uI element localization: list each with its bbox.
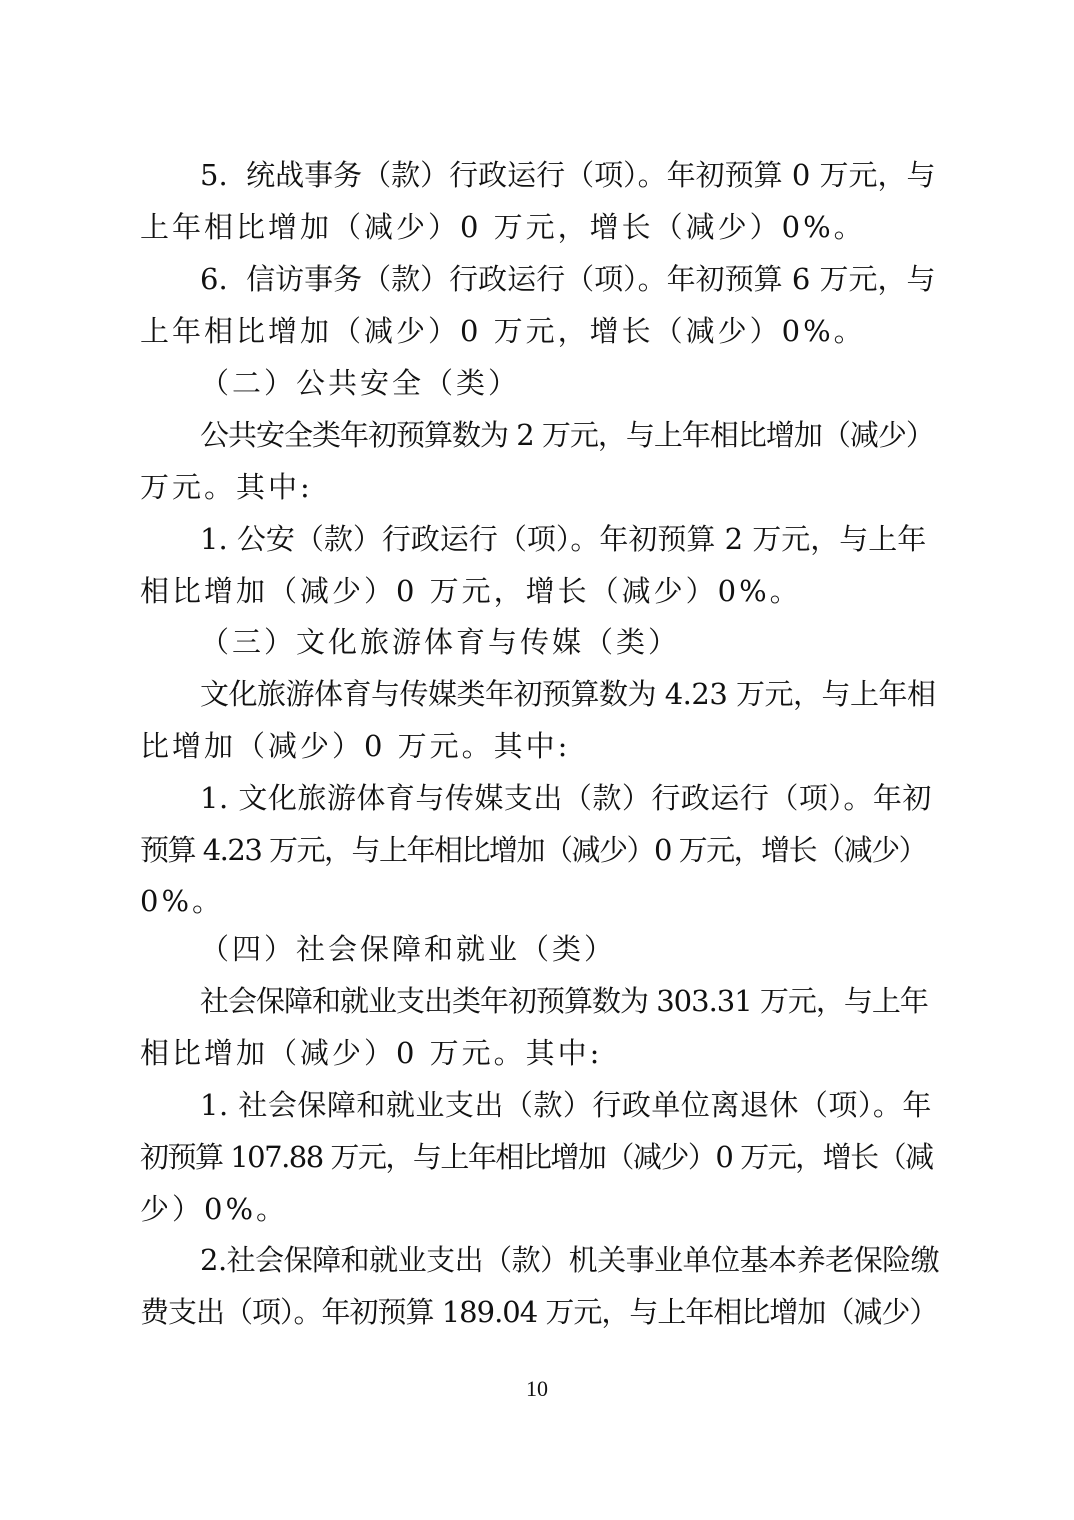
section-heading: （三）文化旅游体育与传媒（类） [200, 625, 681, 659]
paragraph-line: 6. 信访事务（款）行政运行（项）。年初预算 6 万元，与 [200, 262, 936, 296]
paragraph-line: 上年相比增加（减少）0 万元，增长（减少）0%。 [140, 314, 866, 348]
page-number: 10 [526, 1376, 548, 1401]
paragraph-line: 相比增加（减少）0 万元，增长（减少）0%。 [140, 574, 802, 608]
paragraph-line: 文化旅游体育与传媒类年初预算数为 4.23 万元，与上年相 [200, 677, 936, 711]
paragraph-line: 社会保障和就业支出类年初预算数为 303.31 万元，与上年 [200, 984, 928, 1018]
paragraph-line: 公共安全类年初预算数为 2 万元，与上年相比增加（减少） [200, 418, 934, 452]
paragraph-line: 1. 公安（款）行政运行（项）。年初预算 2 万元，与上年 [200, 522, 927, 556]
paragraph-line: 少）0%。 [140, 1192, 289, 1226]
paragraph-line: 2.社会保障和就业支出（款）机关事业单位基本养老保险缴 [200, 1243, 940, 1277]
paragraph-line: 5. 统战事务（款）行政运行（项）。年初预算 0 万元，与 [200, 158, 936, 192]
paragraph-line: 万元。其中: [140, 470, 313, 504]
paragraph-line: 上年相比增加（减少）0 万元，增长（减少）0%。 [140, 210, 866, 244]
paragraph-line: 0%。 [140, 884, 225, 918]
paragraph-line: 比增加（减少）0 万元。其中: [140, 729, 571, 763]
paragraph-line: 1. 文化旅游体育与传媒支出（款）行政运行（项）。年初 [200, 781, 932, 815]
paragraph-line: 初预算 107.88 万元，与上年相比增加（减少）0 万元，增长（减 [140, 1140, 933, 1174]
section-heading: （二）公共安全（类） [200, 366, 521, 400]
paragraph-line: 相比增加（减少）0 万元。其中: [140, 1036, 603, 1070]
paragraph-line: 费支出（项）。年初预算 189.04 万元，与上年相比增加（减少） [140, 1295, 938, 1329]
paragraph-line: 预算 4.23 万元，与上年相比增加（减少）0 万元，增长（减少） [140, 833, 927, 867]
paragraph-line: 1. 社会保障和就业支出（款）行政单位离退休（项）。年 [200, 1088, 932, 1122]
section-heading: （四）社会保障和就业（类） [200, 932, 617, 966]
